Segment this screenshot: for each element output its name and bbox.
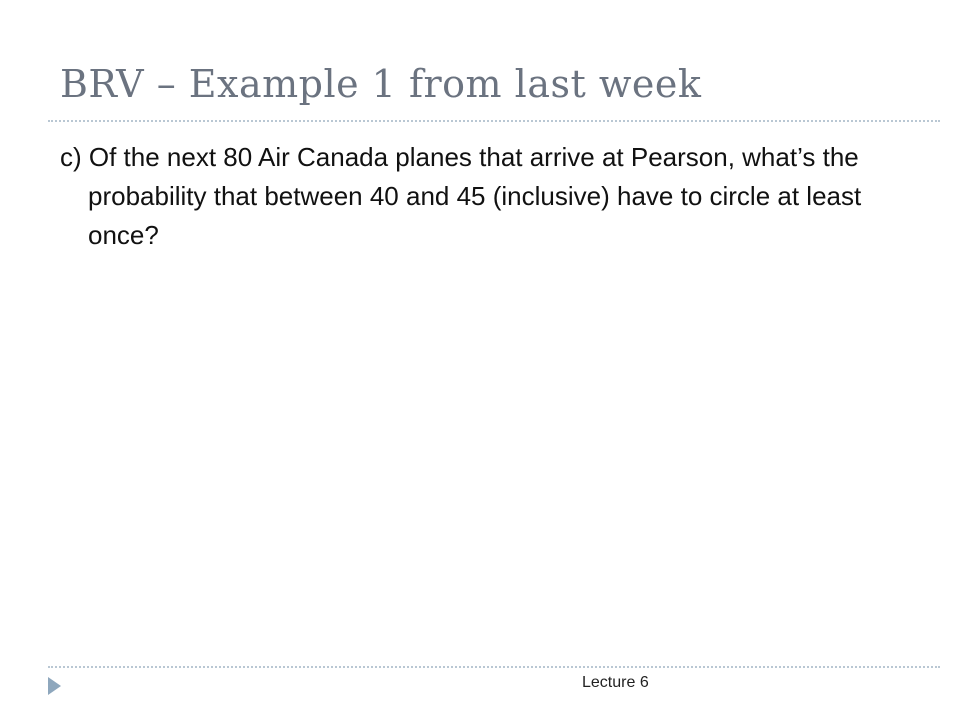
- footer-divider: [48, 666, 940, 668]
- body-paragraph: c) Of the next 80 Air Canada planes that arrive at Pearson, what’s the probability that between 40 and 45 (inclusive) have to circle at least once?: [60, 142, 862, 250]
- footer-lecture-label: Lecture 6: [582, 674, 649, 691]
- slide-title: BRV – Example 1 from last week: [60, 62, 702, 106]
- triangle-bullet-icon: [48, 677, 61, 695]
- slide-body: [60, 138, 920, 255]
- title-divider: [48, 120, 940, 122]
